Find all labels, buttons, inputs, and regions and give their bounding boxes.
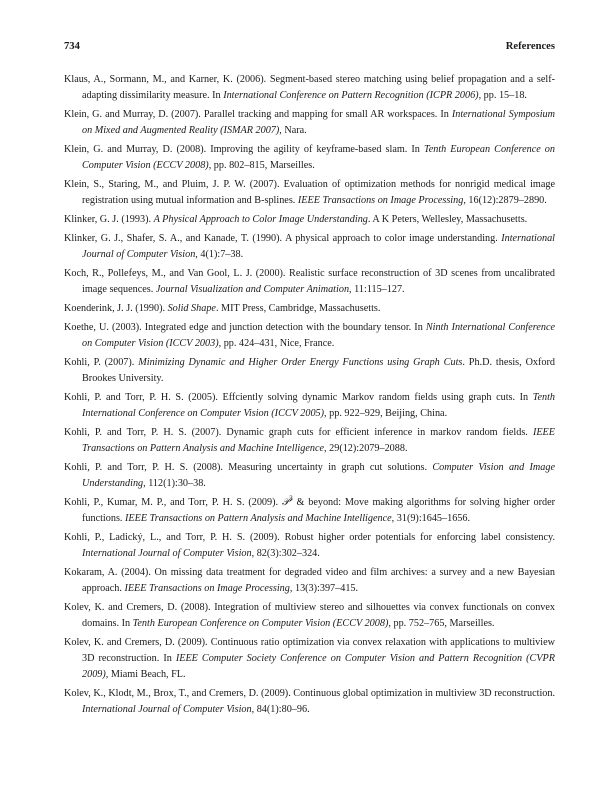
reference-text: , 84(1):80–96. (251, 704, 310, 715)
reference-list (64, 72, 555, 721)
reference-entry (64, 565, 555, 597)
reference-text: Kolev, K. and Cremers, D. (2009). Continuous ratio optimization via convex relaxation with applications to multiview 3D reconstruction. In (64, 637, 555, 664)
reference-text: Koenderink, J. J. (1990). (64, 303, 168, 314)
reference-entry (64, 600, 555, 632)
reference-italic-text: Journal Visualization and Computer Animation (155, 284, 350, 295)
reference-text: Kohli, P., Ladický, L., and Torr, P. H. S. (2009). Robust higher order potentials for enforcing label consistency. (64, 532, 555, 543)
reference-text: . MIT Press, Cambridge, Massachusetts. (215, 303, 381, 314)
reference-italic-text: International Journal of Computer Vision (82, 548, 252, 559)
reference-entry (64, 142, 555, 174)
reference-entry (64, 495, 555, 527)
reference-entry (64, 301, 555, 317)
reference-italic-text: International Journal of Computer Vision (82, 233, 555, 260)
reference-text: Klaus, A., Sormann, M., and Karner, K. (2006). Segment-based stereo matching using belief propagation and a self-adapting dissimilarity measure. In (64, 74, 555, 101)
reference-text: , pp. 802–815, Marseilles. (208, 160, 315, 171)
reference-italic-text: IEEE Computer Society Conference on Computer Vision and Pattern Recognition (CVPR 2009) (82, 653, 555, 680)
reference-entry (64, 266, 555, 298)
section-title: References (505, 41, 555, 52)
reference-italic-text: International Journal of Computer Vision (82, 704, 252, 715)
reference-italic-text: International Symposium on Mixed and Augmented Reality (ISMAR 2007) (82, 109, 555, 136)
reference-text: , pp. 752–765, Marseilles. (388, 618, 495, 629)
reference-italic-text: Tenth International Conference on Computer Vision (ICCV 2005) (82, 392, 555, 419)
reference-entry (64, 72, 555, 104)
reference-text: Klinker, G. J. (1993). (64, 214, 154, 225)
reference-text: & beyond: Move making algorithms for solving higher order functions. (82, 497, 555, 524)
reference-entry (64, 460, 555, 492)
reference-text: Kohli, P. (2007). (64, 357, 139, 368)
reference-entry (64, 686, 555, 718)
reference-text: , 82(3):302–324. (251, 548, 320, 559)
reference-entry (64, 107, 555, 139)
reference-italic-text: 𝒫 (281, 497, 290, 508)
reference-text: , Nara. (279, 125, 307, 136)
reference-italic-text: Solid Shape (167, 303, 216, 314)
reference-text: Kohli, P. and Torr, P. H. S. (2007). Dynamic graph cuts for efficient inference in markov random fields. (64, 427, 533, 438)
reference-entry (64, 355, 555, 387)
reference-entry (64, 390, 555, 422)
reference-italic-text: IEEE Transactions on Pattern Analysis and Machine Intelligence (82, 427, 555, 454)
reference-text: Kohli, P. and Torr, P. H. S. (2005). Effciently solving dynamic Markov random fields using graph cuts. In (64, 392, 533, 403)
reference-italic-text: Tenth European Conference on Computer Vision (ECCV 2008) (132, 618, 389, 629)
reference-italic-text: IEEE Transactions on Pattern Analysis and Machine Intelligence (125, 513, 392, 524)
reference-text: , pp. 424–431, Nice, France. (218, 338, 335, 349)
reference-text: . A K Peters, Wellesley, Massachusetts. (367, 214, 528, 225)
reference-entry (64, 530, 555, 562)
reference-entry (64, 212, 555, 228)
reference-text: Kohli, P. and Torr, P. H. S. (2008). Measuring uncertainty in graph cut solutions. (64, 462, 433, 473)
reference-text: Klein, G. and Murray, D. (2007). Parallel tracking and mapping for small AR workspaces. In (64, 109, 452, 120)
reference-text: Koch, R., Pollefeys, M., and Van Gool, L. J. (2000). Realistic surface reconstruction of 3D scenes from uncalibrated image sequences. (64, 268, 555, 295)
reference-entry (64, 320, 555, 352)
reference-text: Kolev, K. and Cremers, D. (2008). Integration of multiview stereo and silhouettes via convex functionals on convex domains. In (64, 602, 555, 629)
reference-italic-text: IEEE Transactions on Image Processing (297, 195, 464, 206)
reference-entry (64, 231, 555, 263)
reference-text: . Ph.D. thesis, Oxford Brookes University. (82, 357, 555, 384)
reference-text: , 4(1):7–38. (195, 249, 244, 260)
reference-text: Klinker, G. J., Shafer, S. A., and Kanade, T. (1990). A physical approach to color image understanding. (64, 233, 502, 244)
reference-text: , 112(1):30–38. (143, 478, 206, 489)
reference-text: , 31(9):1645–1656. (391, 513, 471, 524)
reference-text: Kohli, P., Kumar, M. P., and Torr, P. H. S. (2009). (64, 497, 282, 508)
reference-italic-text: Computer Vision and Image Understanding (82, 462, 555, 489)
reference-text: , 29(12):2079–2088. (324, 443, 408, 454)
reference-italic-text: A Physical Approach to Color Image Understanding (153, 214, 368, 225)
reference-text: , 11:115–127. (349, 284, 405, 295)
reference-text: , pp. 922–929, Beijing, China. (324, 408, 448, 419)
page-number: 734 (64, 41, 80, 52)
reference-text: , Miami Beach, FL. (105, 669, 186, 680)
reference-text: , 16(12):2879–2890. (463, 195, 547, 206)
reference-italic-text: IEEE Transactions on Image Processing (124, 583, 290, 594)
reference-italic-text: Ninth International Conference on Computer Vision (ICCV 2003) (82, 322, 555, 349)
reference-italic-text: Minimizing Dynamic and Higher Order Energy Functions using Graph Cuts (138, 357, 463, 368)
reference-italic-text: International Conference on Pattern Recognition (ICPR 2006) (223, 90, 479, 101)
reference-text: Koethe, U. (2003). Integrated edge and junction detection with the boundary tensor. In (64, 322, 426, 333)
reference-text: , pp. 15–18. (478, 90, 527, 101)
reference-text: Kokaram, A. (2004). On missing data treatment for degraded video and film archives: a survey and a new Bayesian approach. (64, 567, 555, 594)
reference-entry (64, 425, 555, 457)
reference-text: Kolev, K., Klodt, M., Brox, T., and Cremers, D. (2009). Continuous global optimization in multiview 3D reconstruction. (64, 688, 556, 699)
reference-entry (64, 177, 555, 209)
reference-entry (64, 635, 555, 683)
reference-text: 3 (289, 494, 293, 503)
reference-italic-text: Tenth European Conference on Computer Vision (ECCV 2008) (82, 144, 555, 171)
reference-text: Klein, G. and Murray, D. (2008). Improving the agility of keyframe-based slam. In (64, 144, 424, 155)
reference-text: , 13(3):397–415. (289, 583, 359, 594)
reference-text: Klein, S., Staring, M., and Pluim, J. P. W. (2007). Evaluation of optimization methods for nonrigid medical image registration using mutual information and B-splines. (64, 179, 555, 206)
